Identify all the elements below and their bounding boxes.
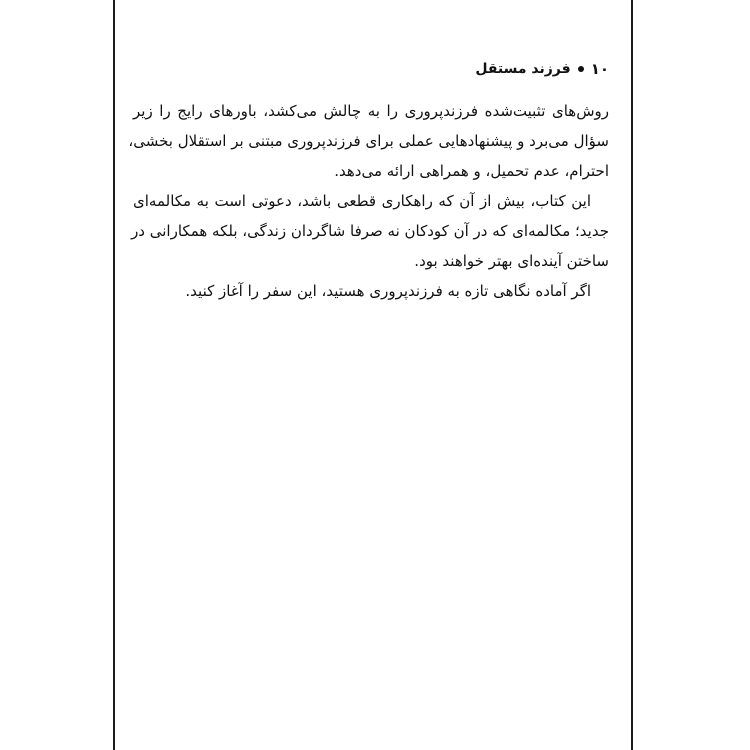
text-line: جدید؛ مکالمه‌ای که در آن کودکان نه صرفا شاگردان زندگی، بلکه همکارانی در [131,222,609,240]
bullet-separator [578,66,584,72]
body-text [128,96,609,306]
paragraph-3 [133,276,609,306]
page-number: ۱۰ [590,60,609,78]
text-line: احترام، عدم تحمیل، و همراهی ارائه می‌دهد. [334,162,609,180]
text-line: این کتاب، بیش از آن که راهکاری قطعی باشد، دعوتی است به مکالمه‌ای [133,192,591,210]
text-line: سؤال می‌برد و پیشنهادهایی عملی برای فرزندپروری مبتنی بر استقلال بخشی، [128,132,609,150]
paragraph-2 [133,186,609,276]
text-line: ساختن آینده‌ای بهتر خواهند بود. [414,252,609,270]
text-line: اگر آماده نگاهی تازه به فرزندپروری هستید، این سفر را آغاز کنید. [185,282,591,300]
book-page [113,0,633,750]
text-line: روش‌های تثبیت‌شده فرزندپروری را به چالش می‌کشد، باورهای رایج را زیر [133,102,609,120]
book-title: فرزند مستقل [475,61,571,77]
paragraph-1 [128,96,609,186]
running-header [475,60,609,78]
